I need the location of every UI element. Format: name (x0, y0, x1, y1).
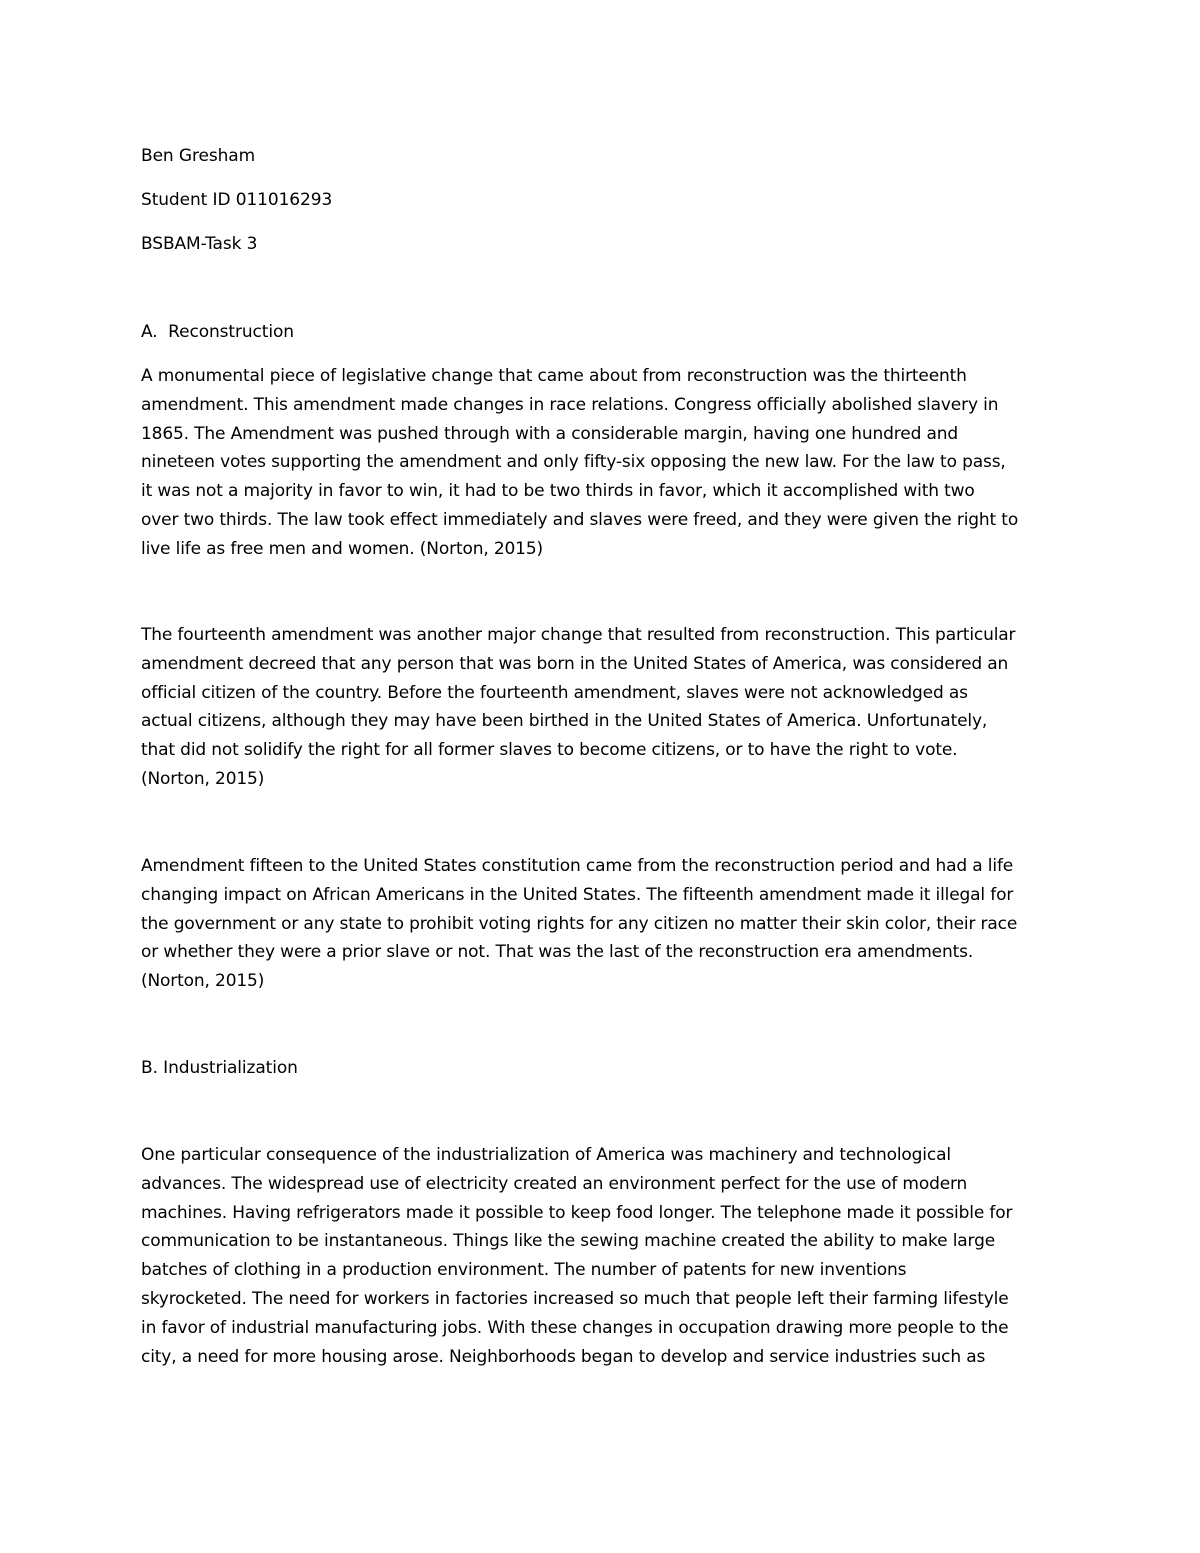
paragraph-thirteenth-amendment (141, 362, 1066, 564)
paragraph-line: 1865. The Amendment was pushed through with a considerable margin, having one hundred and (141, 423, 958, 444)
student-id: Student ID 011016293 (141, 190, 333, 210)
paragraph-line: amendment. This amendment made changes in race relations. Congress officially abolished slavery in (141, 394, 999, 415)
paragraph-line: actual citizens, although they may have been birthed in the United States of America. Unfortunately, (141, 711, 988, 732)
paragraph-line: One particular consequence of the industrialization of America was machinery and technological (141, 1145, 951, 1165)
paragraph-line: amendment decreed that any person that was born in the United States of America, was considered an (141, 653, 1009, 674)
paragraph-line: city, a need for more housing arose. Neighborhoods began to develop and service industries such as (141, 1346, 986, 1367)
paragraph-line: nineteen votes supporting the amendment and only fifty-six opposing the new law. For the law to pass, (141, 452, 1006, 473)
paragraph-line: over two thirds. The law took effect immediately and slaves were freed, and they were given the right to (141, 509, 1019, 530)
paragraph-line: it was not a majority in favor to win, it had to be two thirds in favor, which it accomplished with two (141, 481, 975, 502)
paragraph-line: advances. The widespread use of electricity created an environment perfect for the use of modern (141, 1173, 968, 1194)
paragraph-fourteenth-amendment (141, 621, 1066, 794)
paragraph-line: live life as free men and women. (Norton, 2015) (141, 538, 543, 559)
section-a-heading: A. Reconstruction (141, 322, 294, 342)
paragraph-line: or whether they were a prior slave or not. That was the last of the reconstruction era amendments. (141, 942, 974, 963)
section-b-heading: B. Industrialization (141, 1058, 298, 1078)
paragraph-line: in favor of industrial manufacturing jobs. With these changes in occupation drawing more people to the (141, 1317, 1009, 1338)
paragraph-line: communication to be instantaneous. Things like the sewing machine created the ability to make large (141, 1231, 996, 1252)
paragraph-line: Amendment fifteen to the United States constitution came from the reconstruction period and had a life (141, 856, 1014, 876)
paragraph-line: official citizen of the country. Before the fourteenth amendment, slaves were not acknowledged as (141, 682, 968, 703)
paragraph-line: changing impact on African Americans in the United States. The fifteenth amendment made it illegal for (141, 884, 1014, 905)
task-label: BSBAM-Task 3 (141, 234, 258, 254)
paragraph-line: machines. Having refrigerators made it possible to keep food longer. The telephone made it possible for (141, 1202, 1013, 1223)
paragraph-line: (Norton, 2015) (141, 971, 265, 992)
author-name: Ben Gresham (141, 146, 256, 166)
paragraph-line: batches of clothing in a production environment. The number of patents for new inventions (141, 1260, 907, 1281)
paragraph-line: The fourteenth amendment was another major change that resulted from reconstruction. This particular (141, 625, 1016, 645)
paragraph-industrialization (141, 1141, 1066, 1371)
paragraph-line: skyrocketed. The need for workers in factories increased so much that people left their farming lifestyle (141, 1288, 1009, 1309)
paragraph-fifteenth-amendment (141, 852, 1066, 996)
paragraph-line: (Norton, 2015) (141, 768, 265, 789)
paragraph-line: that did not solidify the right for all former slaves to become citizens, or to have the right to vote. (141, 740, 958, 761)
paragraph-line: the government or any state to prohibit voting rights for any citizen no matter their skin color, their race (141, 913, 1018, 934)
paragraph-line: A monumental piece of legislative change that came about from reconstruction was the thirteenth (141, 366, 967, 386)
